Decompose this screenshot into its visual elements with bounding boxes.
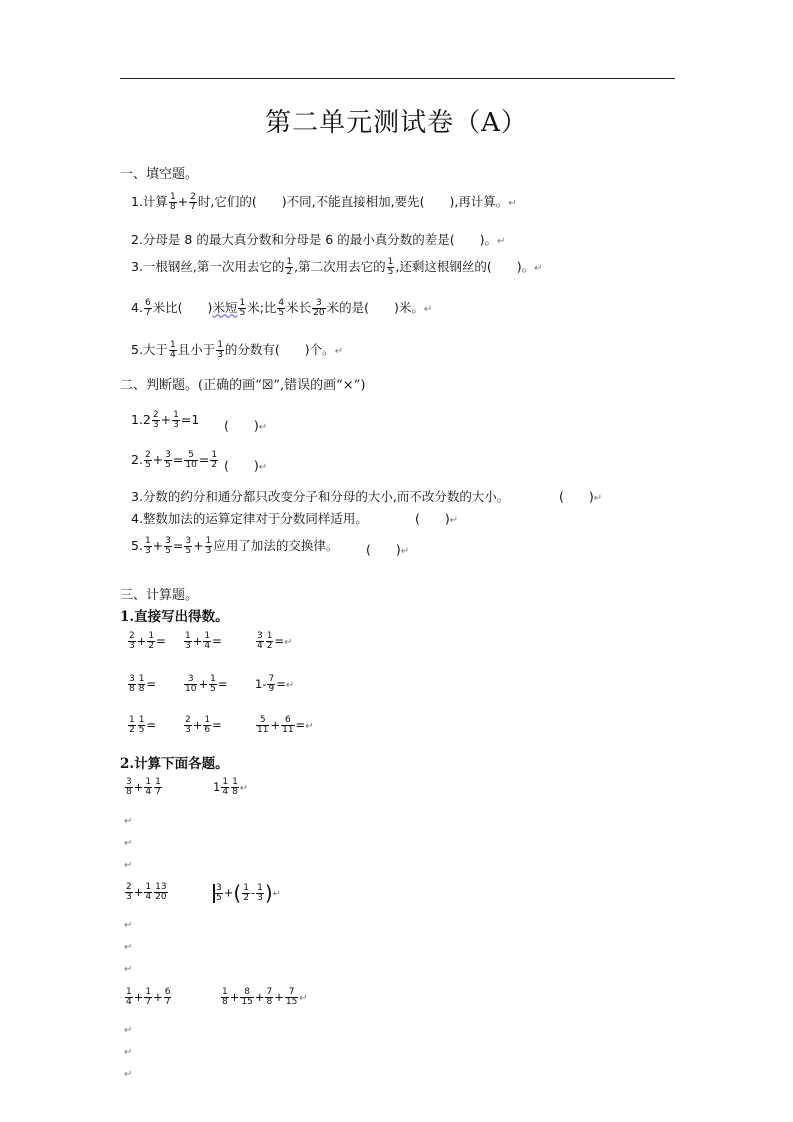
calc-item: $\frac{3}{8}$ + $\frac{1}{4}$ $\frac{1}{7}$ xyxy=(126,777,161,797)
fill-question-1: 1.计算 $\frac{1}{8}$ + $\frac{2}{7}$ 时,它们的( )不同,不能直接相加,要先( ),再计算。↵ xyxy=(131,192,517,212)
calculation-subheading: 2.计算下面各题。 xyxy=(120,756,229,772)
fraction: $\frac{1}{8}$ xyxy=(169,192,176,212)
direct-item: 1- $\frac{7}{9}$ =↵ xyxy=(255,674,295,694)
section1-heading: 一、填空题。 xyxy=(120,167,199,182)
blank-line-mark: ↵ xyxy=(124,920,133,931)
calc-item: $\frac{1}{8}$ + $\frac{8}{15}$ + $\frac{7}{8}$ + $\frac{7}{15}$ ↵ xyxy=(222,987,308,1007)
blank-line-mark: ↵ xyxy=(124,1069,133,1080)
judge-question-1: 1.2 $\frac{2}{3}$ + $\frac{1}{3}$ =1 xyxy=(131,410,200,430)
direct-item: $\frac{2}{3}$ + $\frac{1}{6}$ = xyxy=(185,715,222,735)
fraction: $\frac{2}{7}$ xyxy=(190,192,196,212)
blank-line-mark: ↵ xyxy=(124,964,133,975)
calc-item: 1 $\frac{1}{4}$ $\frac{1}{8}$ ↵ xyxy=(213,777,249,797)
blank-line-mark: ↵ xyxy=(124,942,133,953)
direct-answer-subheading: 1.直接写出得数。 xyxy=(120,609,229,625)
section2-heading: 二、判断题。(正确的画“☒”,错误的画“×”) xyxy=(120,378,366,393)
judge-question-3: 3.分数的约分和通分都只改变分子和分母的大小,而不改分数的大小。 xyxy=(131,489,510,504)
direct-item: $\frac{1}{2}$ $\frac{1}{5}$ = xyxy=(129,715,157,735)
judge-question-5: 5. $\frac{1}{3}$ + $\frac{3}{5}$ = $\frac{3}{5}$ + $\frac{1}{3}$ 应用了加法的交换律。 xyxy=(131,536,339,556)
calc-item: $\frac{1}{4}$ + $\frac{1}{7}$ + $\frac{6}{7}$ xyxy=(126,987,171,1007)
blank-line-mark: ↵ xyxy=(124,860,133,871)
fill-question-4: 4. $\frac{6}{7}$ 米比( )米短 $\frac{1}{5}$ 米;比 $\frac{4}{5}$ 米长 $\frac{3}{20}$ 米的是( )米。↵ xyxy=(131,298,433,318)
blank-line-mark: ↵ xyxy=(124,1047,133,1058)
calc-item: $\frac{3}{5}$ +( $\frac{1}{2}$ - $\frac{1}{3}$ )↵ xyxy=(212,881,281,905)
judge-answer-4[interactable]: ( )↵ xyxy=(415,511,459,526)
direct-item: $\frac{3}{8}$ $\frac{1}{8}$ = xyxy=(129,674,157,694)
top-rule xyxy=(120,78,675,79)
direct-item: $\frac{2}{3}$ + $\frac{1}{2}$ = xyxy=(129,631,166,651)
direct-item: $\frac{1}{3}$ + $\frac{1}{4}$ = xyxy=(185,631,222,651)
direct-item: $\frac{3}{10}$ + $\frac{1}{5}$ = xyxy=(185,674,228,694)
judge-answer-3[interactable]: ( )↵ xyxy=(559,489,603,504)
blank-line-mark: ↵ xyxy=(124,816,133,827)
section3-heading: 三、计算题。 xyxy=(120,588,199,603)
fill-question-5: 5.大于 $\frac{1}{4}$ 且小于 $\frac{1}{3}$ 的分数有( )个。↵ xyxy=(131,340,344,360)
fill-question-3: 3.一根钢丝,第一次用去它的 $\frac{1}{2}$ ,第二次用去它的 $\frac{1}{5}$ ,还剩这根钢丝的( )。↵ xyxy=(131,257,543,277)
judge-question-4: 4.整数加法的运算定律对于分数同样适用。 xyxy=(131,511,368,526)
direct-item: $\frac{3}{4}$ $\frac{1}{2}$ =↵ xyxy=(257,631,293,651)
fill-question-2: 2.分母是 8 的最大真分数和分母是 6 的最小真分数的差是( )。↵ xyxy=(131,232,506,247)
blank-line-mark: ↵ xyxy=(124,1025,133,1036)
page-title: 第二单元测试卷（A） xyxy=(265,108,528,138)
judge-question-2: 2. $\frac{2}{5}$ + $\frac{3}{5}$ = $\frac{5}{10}$ = $\frac{1}{2}$ xyxy=(131,450,218,470)
calc-item: $\frac{2}{3}$ + $\frac{1}{4}$ $\frac{13}{20}$ xyxy=(126,882,167,902)
judge-answer-1[interactable]: ( )↵ xyxy=(224,418,268,433)
judge-answer-2[interactable]: ( )↵ xyxy=(224,458,268,473)
direct-item: $\frac{5}{11}$ + $\frac{6}{11}$ =↵ xyxy=(257,715,314,735)
judge-answer-5[interactable]: ( )↵ xyxy=(366,542,410,557)
blank-line-mark: ↵ xyxy=(124,838,133,849)
